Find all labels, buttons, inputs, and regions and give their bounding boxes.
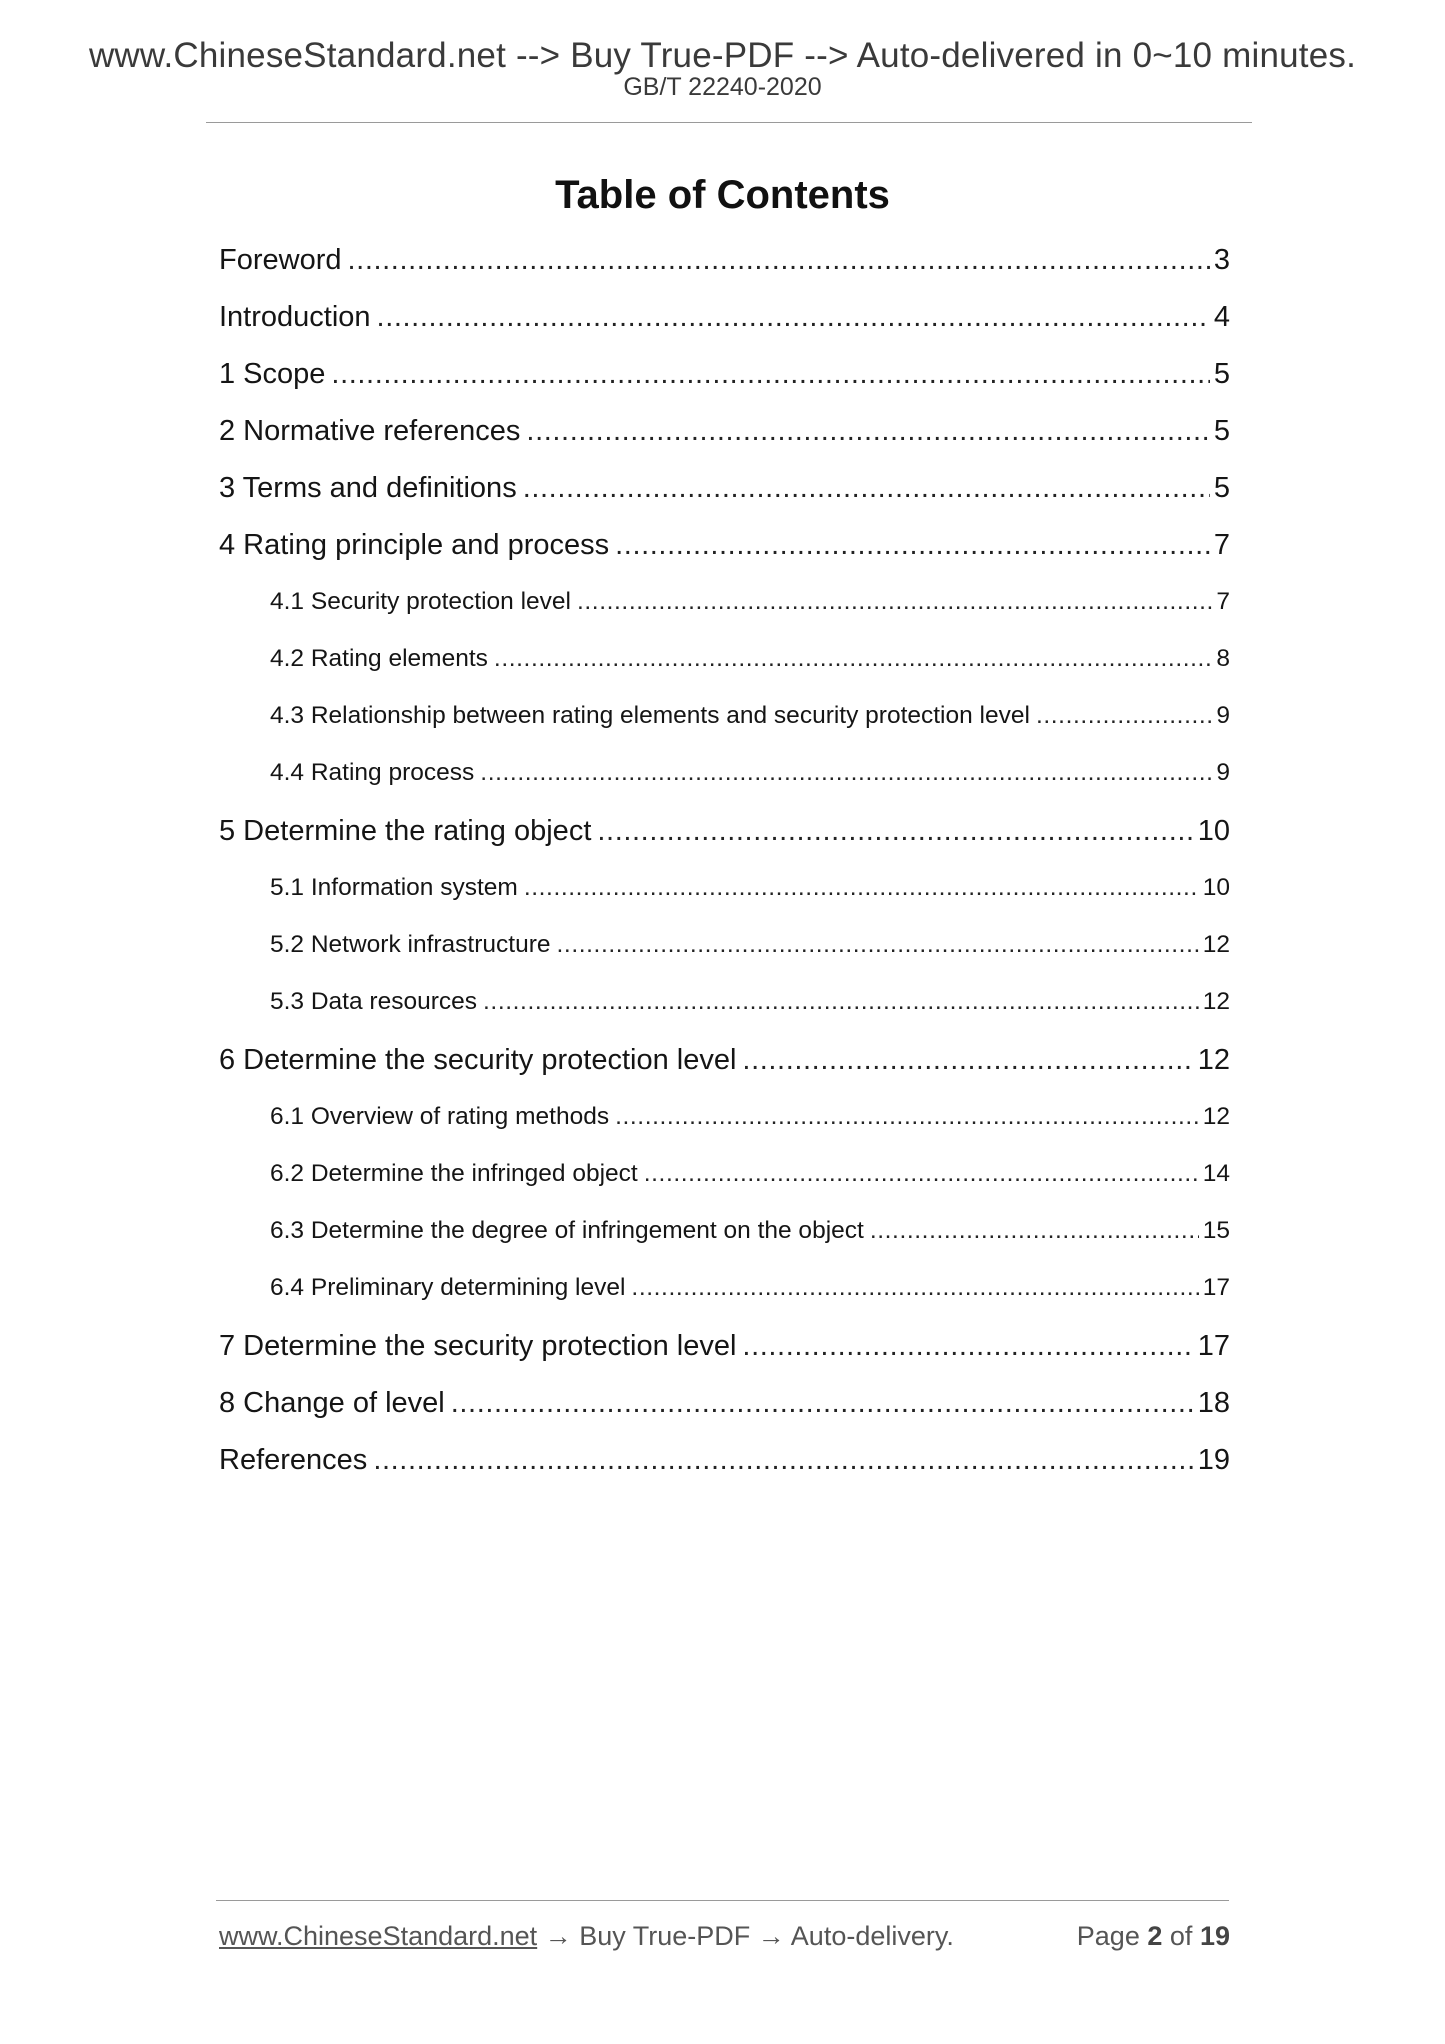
toc-entry-5-3[interactable] [270,986,1230,1018]
toc-entry-label: 2 Normative references [219,415,521,447]
toc-entry-page: 5 [1213,415,1230,447]
toc-entry-label: 4.4 Rating process [270,759,475,786]
toc-entry-label: 7 Determine the security protection level [219,1330,737,1362]
toc-entry-label: 5.3 Data resources [270,988,477,1015]
toc-entry-page: 5 [1213,358,1230,390]
page-title: Table of Contents [555,173,890,217]
toc-entry-page: 9 [1216,702,1230,729]
toc-entry-determine-level[interactable] [219,1328,1230,1364]
toc-leader-dots [870,1215,1199,1247]
toc-entry-4-4[interactable] [270,757,1230,789]
toc-entry-scope[interactable] [219,356,1230,392]
footer-promo [219,1918,954,1954]
toc-entry-page: 19 [1197,1444,1230,1476]
toc-entry-4-1[interactable] [270,586,1230,618]
toc-entry-5-1[interactable] [270,872,1230,904]
toc-entry-page: 3 [1213,244,1230,276]
toc-leader-dots [480,757,1212,789]
toc-entry-foreword[interactable] [219,242,1230,278]
toc-entry-page: 18 [1197,1387,1230,1419]
document-code: GB/T 22240-2020 [623,73,822,101]
of-word: of [1169,1921,1193,1951]
toc-entry-4-3[interactable] [270,700,1230,732]
site-banner: www.ChineseStandard.net --> Buy True-PDF --> Auto-delivered in 0~10 minutes. [88,36,1357,75]
toc-entry-label: 1 Scope [219,358,326,390]
toc-entry-6-3[interactable] [270,1215,1230,1247]
toc-entry-page: 12 [1202,1103,1230,1130]
toc-leader-dots [631,1272,1198,1304]
toc-leader-dots [526,413,1209,449]
current-page-number: 2 [1147,1921,1163,1951]
toc-entry-page: 10 [1197,815,1230,847]
toc-entry-change-of-level[interactable] [219,1385,1230,1421]
toc-entry-normative-references[interactable] [219,413,1230,449]
toc-leader-dots [597,813,1193,849]
toc-leader-dots [373,1442,1193,1478]
toc-leader-dots [524,872,1199,904]
toc-entry-label: 3 Terms and definitions [219,472,517,504]
toc-leader-dots [494,643,1212,675]
toc-entry-page: 10 [1202,874,1230,901]
toc-entry-label: 4.2 Rating elements [270,645,488,672]
footer-divider [216,1900,1229,1901]
toc-leader-dots [742,1328,1193,1364]
page-footer [219,1918,1230,1954]
toc-entry-label: 6.2 Determine the infringed object [270,1160,638,1187]
toc-entry-page: 5 [1213,472,1230,504]
toc-entry-rating-object[interactable] [219,813,1230,849]
toc-entry-references[interactable] [219,1442,1230,1478]
toc-leader-dots [377,299,1210,335]
toc-leader-dots [644,1158,1199,1190]
toc-entry-label: Introduction [219,301,371,333]
toc-entry-label: 4.3 Relationship between rating elements and security protection level [270,702,1030,729]
page-word: Page [1076,1921,1140,1951]
toc-leader-dots [615,527,1210,563]
toc-leader-dots [577,586,1212,618]
toc-entry-label: Foreword [219,244,342,276]
toc-entry-rating-principle[interactable] [219,527,1230,563]
toc-entry-label: 6.1 Overview of rating methods [270,1103,610,1130]
toc-entry-page: 9 [1216,759,1230,786]
toc-entry-page: 17 [1202,1274,1230,1301]
toc-leader-dots [451,1385,1194,1421]
toc-entry-page: 8 [1216,645,1230,672]
toc-entry-page: 14 [1202,1160,1230,1187]
page-indicator [1077,1918,1230,1954]
toc-entry-label: 5.2 Network infrastructure [270,931,551,958]
toc-entry-label: 6.3 Determine the degree of infringement on the object [270,1217,864,1244]
footer-site-link[interactable]: www.ChineseStandard.net [219,1921,538,1951]
toc-entry-page: 7 [1213,529,1230,561]
toc-entry-label: 5.1 Information system [270,874,518,901]
toc-entry-label: 5 Determine the rating object [219,815,592,847]
toc-entry-page: 17 [1197,1330,1230,1362]
toc-entry-label: 4 Rating principle and process [219,529,610,561]
toc-leader-dots [483,986,1199,1018]
toc-leader-dots [348,242,1210,278]
toc-entry-page: 4 [1213,301,1230,333]
toc-entry-terms-and-definitions[interactable] [219,470,1230,506]
toc-leader-dots [742,1042,1193,1078]
total-pages-number: 19 [1199,1921,1230,1951]
arrow-right-icon: → [544,1921,572,1951]
toc-entry-page: 15 [1202,1217,1230,1244]
toc-entry-5-2[interactable] [270,929,1230,961]
toc-entry-label: 4.1 Security protection level [270,588,571,615]
toc-leader-dots [1036,700,1212,732]
toc-entry-label: 6.4 Preliminary determining level [270,1274,626,1301]
toc-entry-page: 12 [1202,931,1230,958]
toc-entry-security-protection-level[interactable] [219,1042,1230,1078]
toc-entry-4-2[interactable] [270,643,1230,675]
toc-leader-dots [523,470,1210,506]
toc-entry-label: 6 Determine the security protection level [219,1044,737,1076]
toc-entry-page: 12 [1202,988,1230,1015]
arrow-right-icon: → [757,1921,785,1951]
toc-entry-6-4[interactable] [270,1272,1230,1304]
toc-leader-dots [557,929,1199,961]
toc-leader-dots [331,356,1209,392]
toc-leader-dots [615,1101,1199,1133]
toc-entry-6-2[interactable] [270,1158,1230,1190]
footer-delivery-text: Auto-delivery. [790,1921,954,1951]
toc-entry-6-1[interactable] [270,1101,1230,1133]
toc-entry-introduction[interactable] [219,299,1230,335]
toc-entry-label: References [219,1444,368,1476]
toc-entry-page: 7 [1216,588,1230,615]
toc-entry-label: 8 Change of level [219,1387,445,1419]
footer-buy-text: Buy True-PDF [579,1921,751,1951]
toc-entry-page: 12 [1197,1044,1230,1076]
